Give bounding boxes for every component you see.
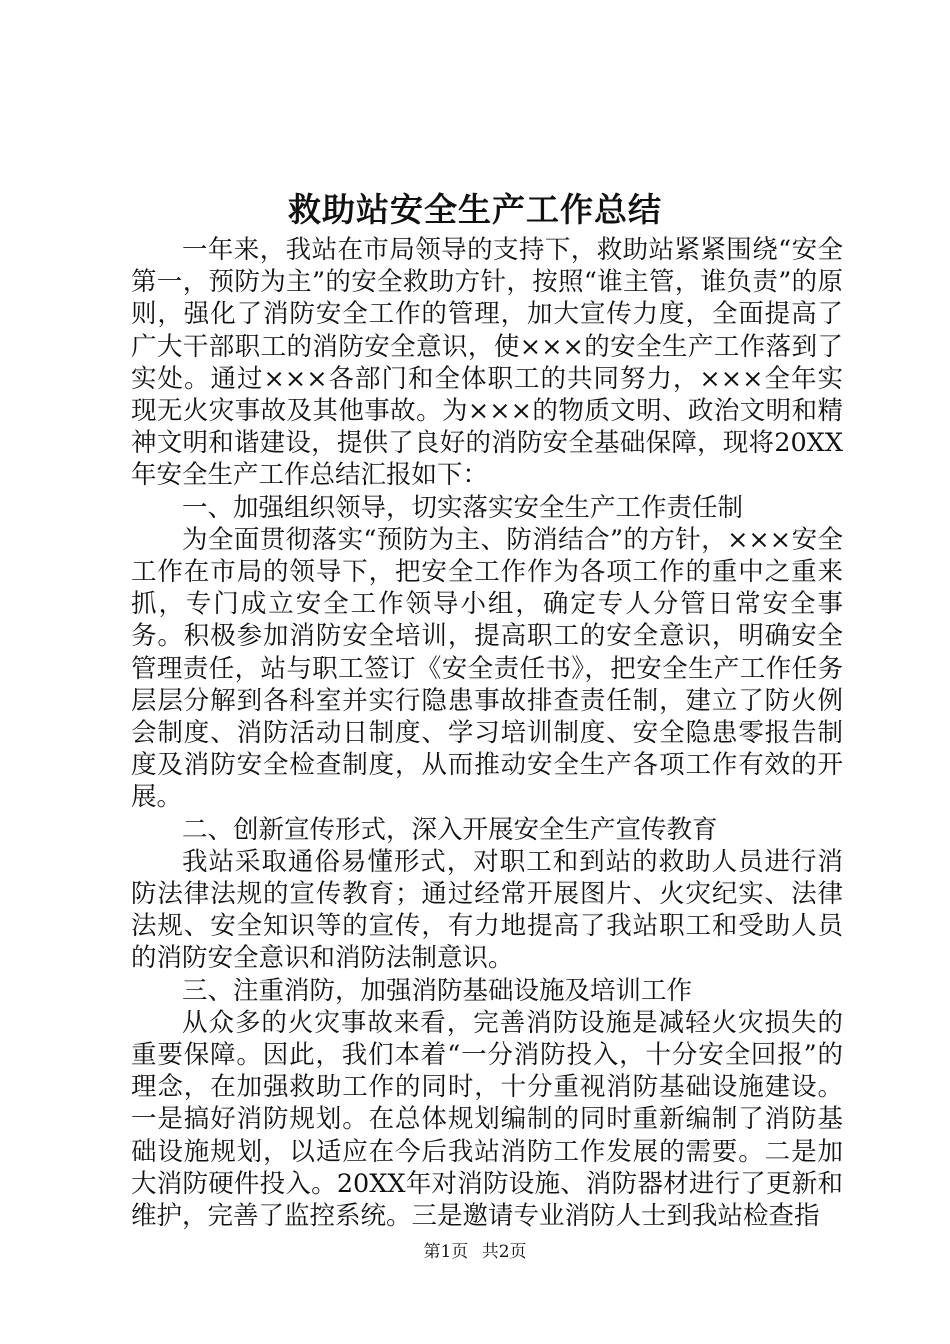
document-body	[131, 234, 843, 1232]
page-number: 第1页	[423, 1242, 469, 1262]
paragraph-intro: 一年来，我站在市局领导的支持下，救助站紧紧围绕“安全第一，预防为主”的安全救助方针，按照“谁主管，谁负责”的原则，强化了消防安全工作的管理，加大宣传力度，全面提高了广大干部职工的消防安全意识，使×××的安全生产工作落到了实处。通过×××各部门和全体职工的共同努力，×××全年实现无火灾事故及其他事故。为×××的物质文明、政治文明和精神文明和谐建设，提供了良好的消防安全基础保障，现将20XX年安全生产工作总结汇报如下：	[131, 235, 843, 491]
section-heading-3: 三、注重消防，加强消防基础设施及培训工作	[182, 975, 693, 1006]
page-total: 共2页	[481, 1242, 527, 1262]
paragraph-section-2: 我站采取通俗易懂形式，对职工和到站的救助人员进行消防法律法规的宣传教育；通过经常开展图片、火灾纪实、法律法规、安全知识等的宣传，有力地提高了我站职工和受助人员的消防安全意识和消防法制意识。	[131, 846, 843, 974]
section-heading-2: 二、创新宣传形式，深入开展安全生产宣传教育	[182, 814, 718, 845]
paragraph-section-3: 从众多的火灾事故来看，完善消防设施是减轻火灾损失的重要保障。因此，我们本着“一分消防投入，十分安全回报”的理念，在加强救助工作的同时，十分重视消防基础设施建设。一是搞好消防规划。在总体规划编制的同时重新编制了消防基础设施规划，以适应在今后我站消防工作发展的需要。二是加大消防硬件投入。20XX年对消防设施、消防器材进行了更新和维护，完善了监控系统。三是邀请专业消防人士到我站检查指	[131, 1007, 843, 1232]
section-heading-1: 一、加强组织领导，切实落实安全生产工作责任制	[182, 492, 744, 523]
page-footer	[0, 1240, 950, 1264]
document-title: 救助站安全生产工作总结	[288, 190, 662, 229]
paragraph-section-1: 为全面贯彻落实“预防为主、防消结合”的方针，×××安全工作在市局的领导下，把安全工作作为各项工作的重中之重来抓，专门成立安全工作领导小组，确定专人分管日常安全事务。积极参加消防安全培训，提高职工的安全意识，明确安全管理责任，站与职工签订《安全责任书》，把安全生产工作任务层层分解到各科室并实行隐患事故排查责任制，建立了防火例会制度、消防活动日制度、学习培训制度、安全隐患零报告制度及消防安全检查制度，从而推动安全生产各项工作有效的开展。	[131, 524, 843, 813]
